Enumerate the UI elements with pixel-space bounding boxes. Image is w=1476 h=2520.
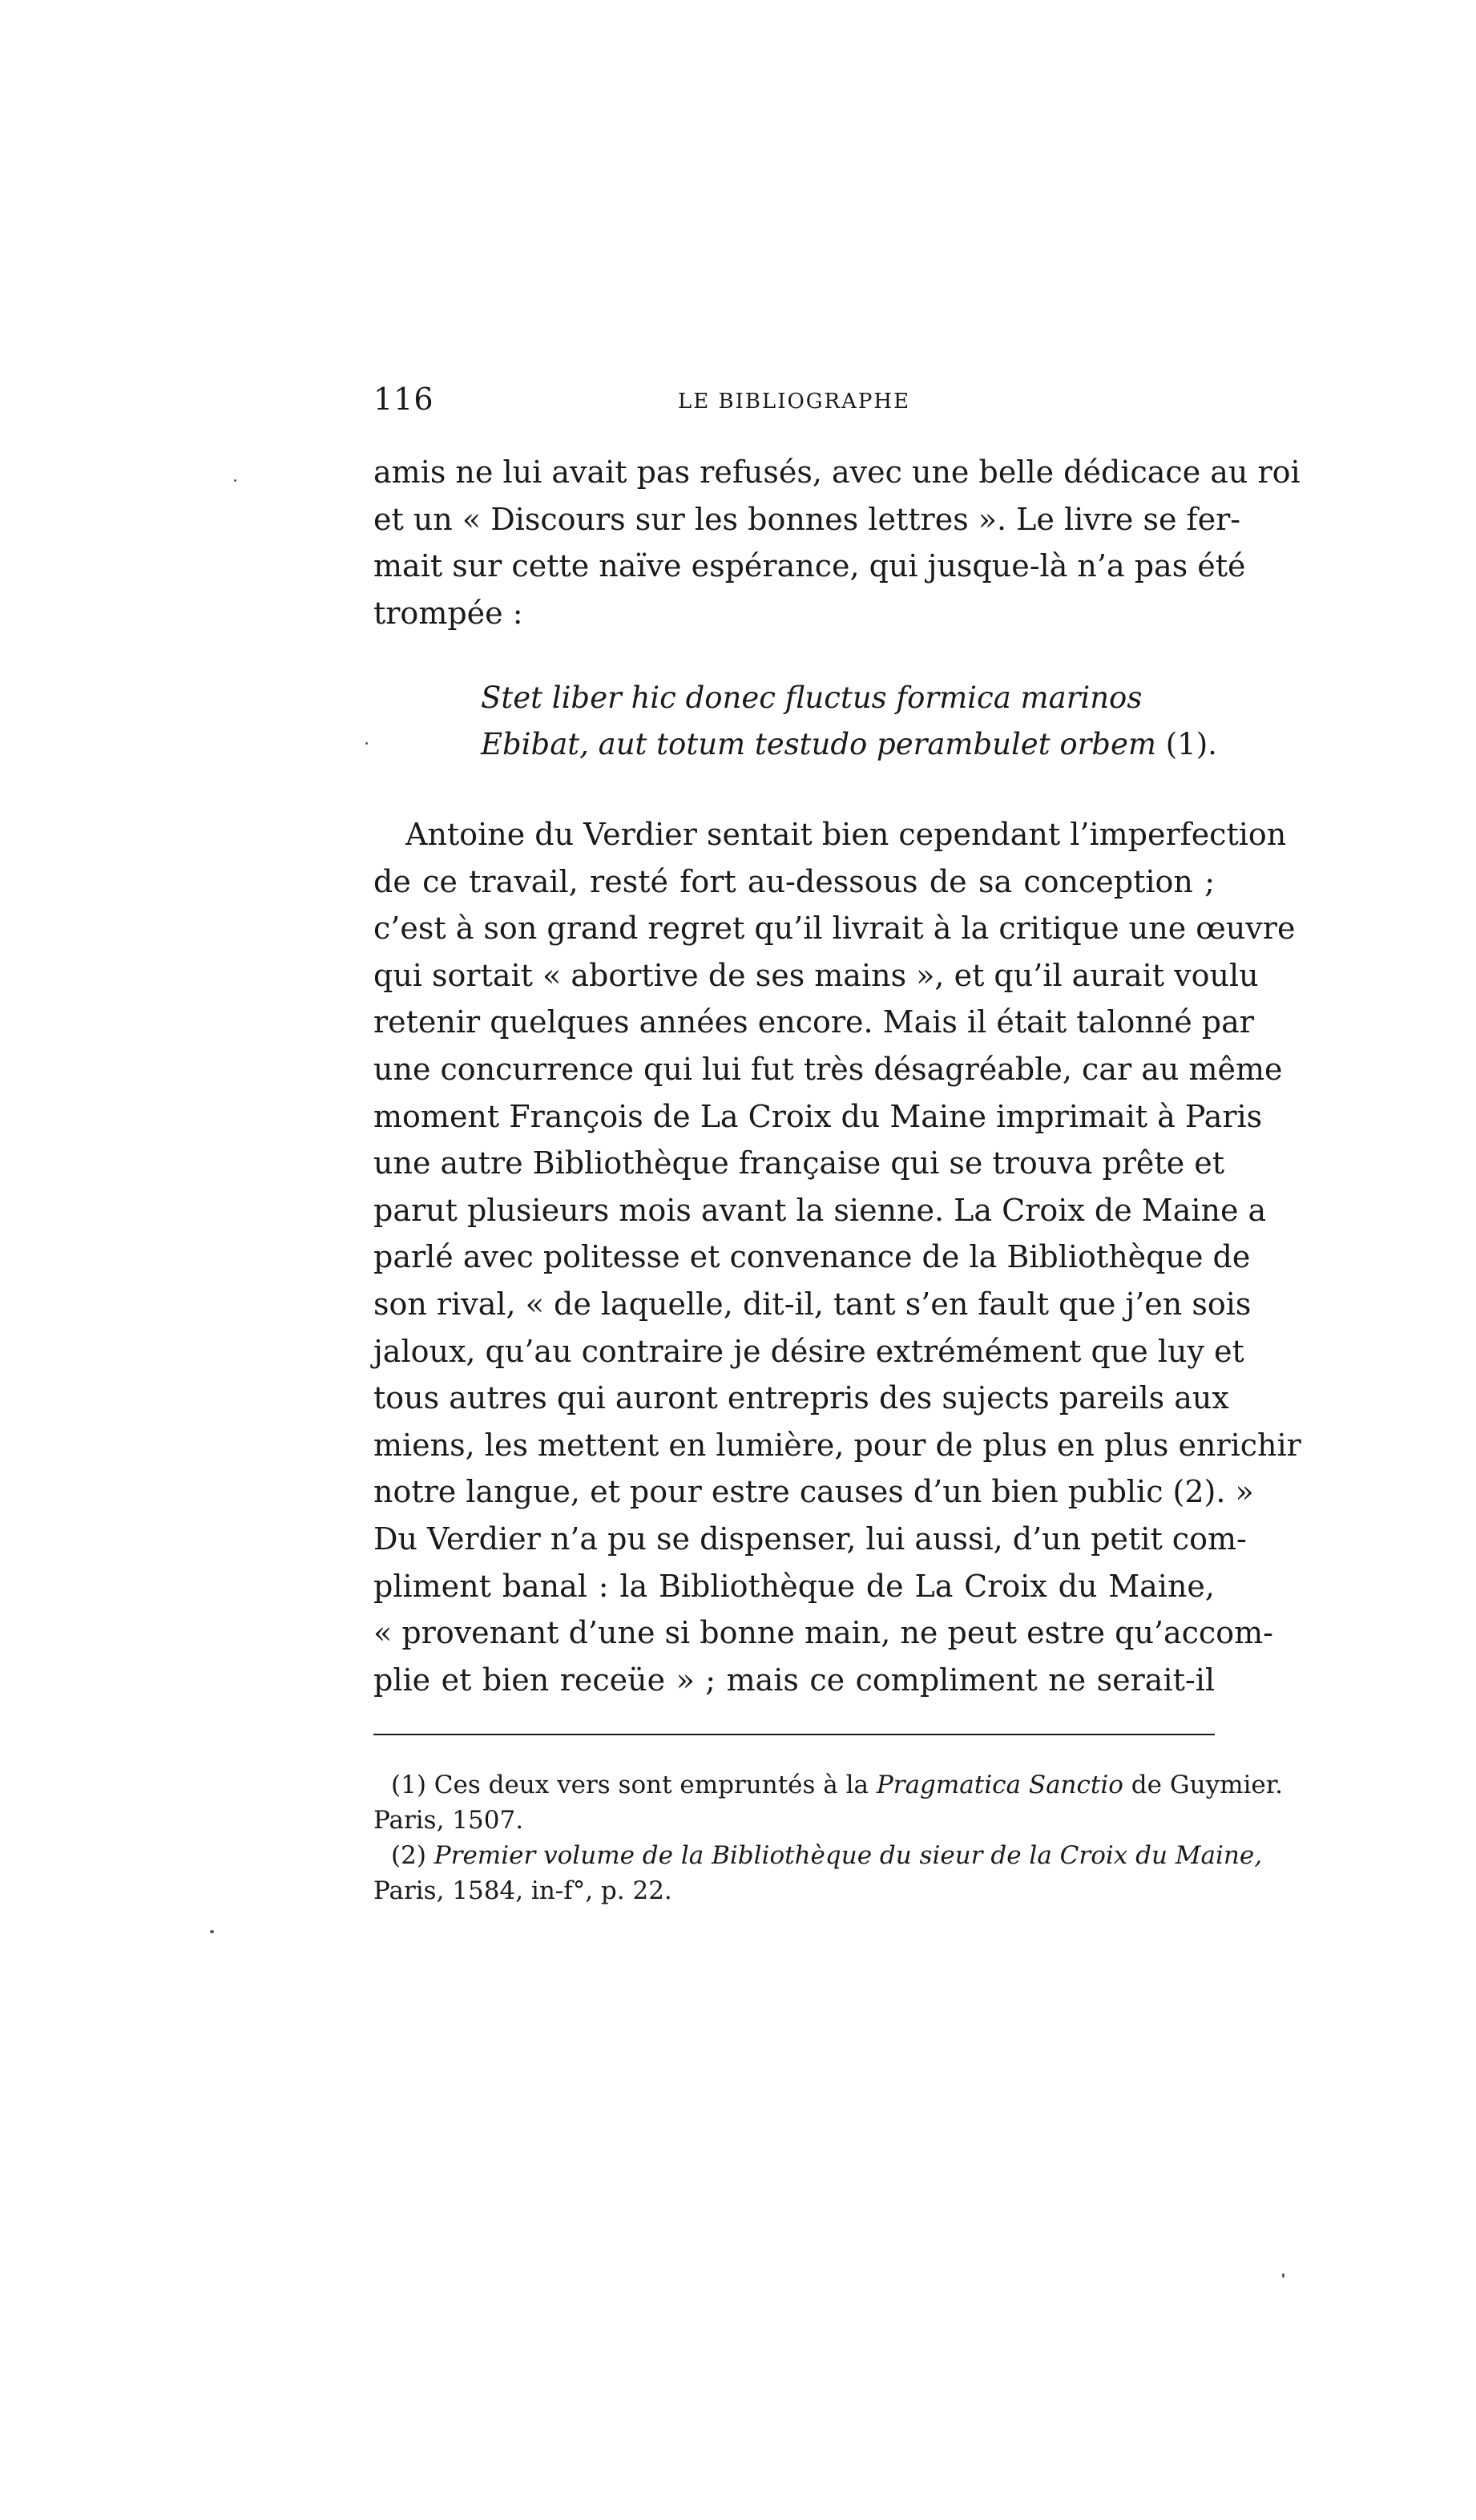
footnote-title: Pragmatica Sanctio [876,1771,1123,1799]
footnote-text: Ces deux vers sont empruntés à la [434,1771,869,1799]
paper-speck [1282,2273,1284,2278]
footnote-rule [373,1734,1215,1735]
footnote-1 [373,1767,1284,1803]
text-line: retenir quelques années encore. Mais il était talonné par [373,1004,1254,1040]
verse-line-text: Ebibat, aut totum testudo perambulet orbem [481,727,1156,761]
text-line: parlé avec politesse et convenance de la Bibliothèque de [373,1239,1251,1275]
text-line: Du Verdier n’a pu se dispenser, lui aussi, d’un petit com- [373,1520,1247,1557]
text-line: plie et bien receüe » ; mais ce compliment ne serait-il [373,1662,1215,1698]
text-line: miens, les mettent en lumière, pour de plus en plus enrichir [373,1427,1301,1463]
text-line: mait sur cette naïve espérance, qui jusque-là n’a pas été [373,548,1246,584]
text-line: Antoine du Verdier sentait bien cependant l’imperfection [405,817,1287,852]
page-header [373,382,1215,430]
text-line: qui sortait « abortive de ses mains », et qu’il aurait voulu [373,957,1259,993]
paragraph-continued [373,449,1301,636]
footnote-2 [373,1838,1263,1873]
text-line: amis ne lui avait pas refusés, avec une belle dédicace au roi [373,454,1301,490]
footnote-label: (1) [391,1771,426,1799]
latin-verse [481,675,1217,768]
text-line: c’est à son grand regret qu’il livrait à la critique une œuvre [373,911,1296,947]
paper-speck [365,742,368,745]
verse-line: Stet liber hic donec fluctus formica marinos [481,680,1143,715]
footnote-2-continued: Paris, 1584, in-f°, p. 22. [373,1876,672,1905]
text-line: de ce travail, resté fort au-dessous de sa conception ; [373,863,1215,899]
verse-line [481,721,1217,768]
footnote-1-continued: Paris, 1507. [373,1806,524,1835]
paper-speck [234,479,236,482]
text-line: jaloux, qu’au contraire je désire extrémément que luy et [373,1333,1244,1369]
text-line: parut plusieurs mois avant la sienne. La Croix de Maine a [373,1192,1267,1228]
text-line: tous autres qui auront entrepris des sujects pareils aux [373,1380,1229,1416]
text-line: « provenant d’une si bonne main, ne peut estre qu’accom- [373,1615,1273,1651]
paragraph-main [373,811,1301,1703]
running-head: LE BIBLIOGRAPHE [677,390,911,414]
page-number: 116 [373,382,434,417]
text-line: son rival, « de laquelle, dit-il, tant s’en fault que j’en sois [373,1286,1252,1322]
text-line: une autre Bibliothèque française qui se trouva prête et [373,1145,1225,1181]
text-line: pliment banal : la Bibliothèque de La Croix du Maine, [373,1568,1215,1604]
text-line: trompée : [373,595,523,631]
footnote-label: (2) [391,1841,426,1870]
text-line: une concurrence qui lui fut très désagréable, car au même [373,1051,1283,1087]
footnote-ref: (1). [1165,727,1217,761]
text-line: moment François de La Croix du Maine imprimait à Paris [373,1098,1263,1134]
footnote-text: de Guymier. [1131,1771,1284,1799]
paper-speck [210,1930,214,1933]
text-line: et un « Discours sur les bonnes lettres ». Le livre se fer- [373,501,1241,537]
footnote-title: Premier volume de la Bibliothèque du sieur de la Croix du Maine, [434,1841,1263,1870]
text-line: notre langue, et pour estre causes d’un bien public (2). » [373,1474,1254,1510]
footnotes [373,1767,1284,1908]
